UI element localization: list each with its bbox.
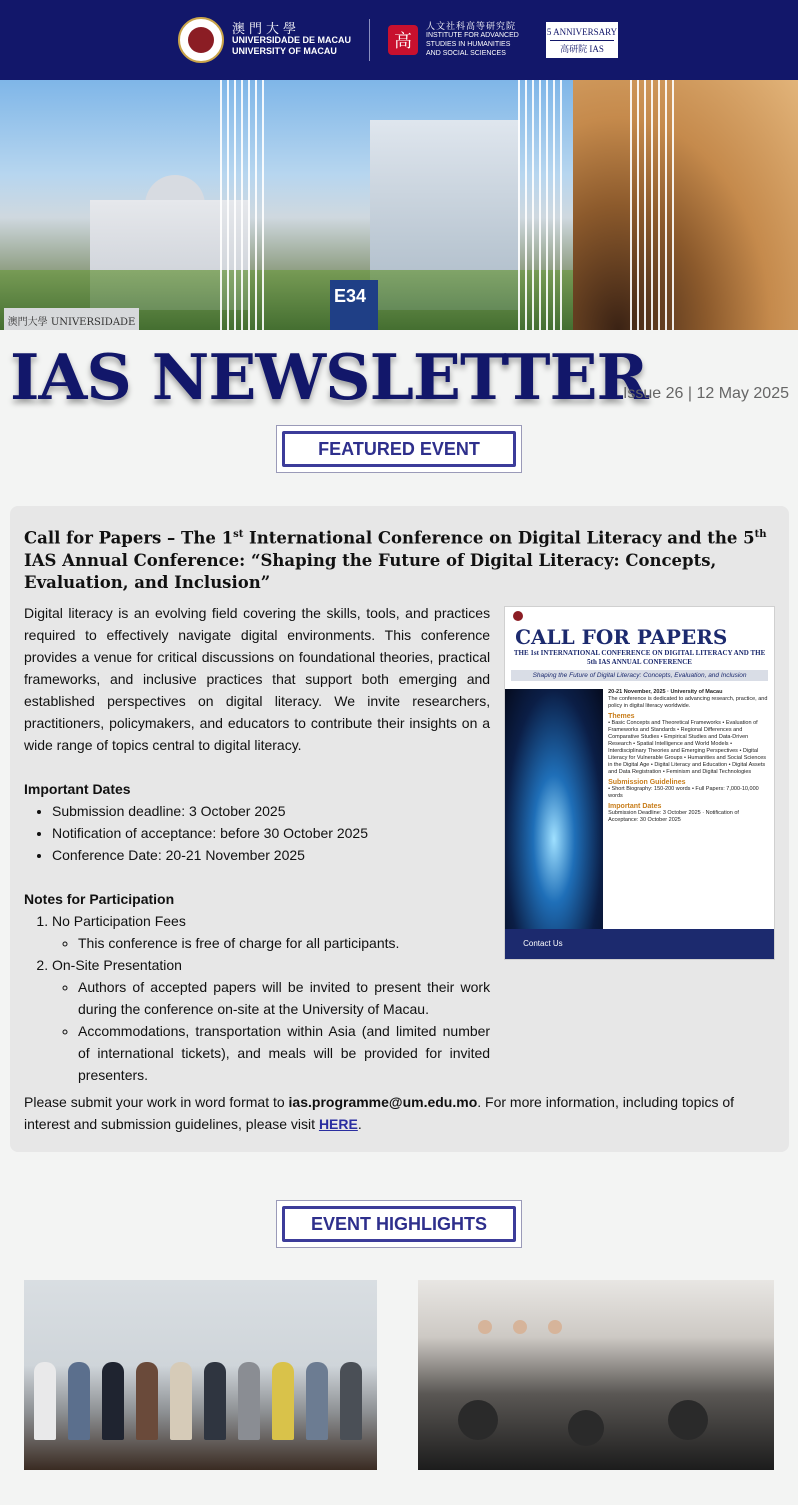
event-title: Call for Papers – The 1st International Conference on Digital Literacy and the 5th IAS Annual Conference: “Shaping the Future of Digital Literacy: Concepts, Evaluation, and Inclusion” <box>24 528 767 592</box>
group-photo[interactable] <box>24 1280 377 1470</box>
person-figure <box>170 1362 192 1440</box>
hero-campus-sign: 澳門大學 UNIVERSIDADE <box>4 308 139 330</box>
list-item: • Conference Date: 20-21 November 2025 <box>52 844 490 866</box>
notes-heading: Notes for Participation <box>24 890 175 907</box>
um-name-cn: 澳門大學 <box>231 21 300 37</box>
header-bar <box>0 0 798 80</box>
ias-mark-icon: 高 <box>388 25 418 55</box>
featured-event-text: FEATURED EVENT <box>282 431 516 467</box>
header-divider <box>369 19 370 61</box>
event-intro: Digital literacy is an evolving field covering the skills, tools, and practices required to effectively navigate digital environments. This conference provides a venue for critical discussions on foundational theories, practical frameworks, and inclusive practices that support both emerging and established perspectives on digital literacy. We invite researchers, practitioners, policymakers, and educators to contribute their insights on a wide range of topics central to digital literacy. <box>24 604 491 753</box>
hero-stripe <box>220 80 266 330</box>
audience-figure <box>458 1400 498 1440</box>
featured-event-card <box>10 506 789 1152</box>
person-figure <box>306 1362 328 1440</box>
ias-logo[interactable] <box>388 22 526 58</box>
anniversary-line1: 5 ANNIVERSARY <box>546 26 618 37</box>
featured-event-label <box>276 425 522 473</box>
poster-dates: Submission Deadline: 3 October 2025 · Notification of Acceptance: 30 October 2025 <box>608 809 739 823</box>
list-item: 2. On-Site Presentation ◦ Authors of accepted papers will be invited to present their work during the conference on-site at the University of Macau. ◦ Accommodations, transportation within Asia (and limited number of international tickets), and meals will be provided for invited presenters. <box>52 954 490 1086</box>
speaker-figure <box>478 1320 492 1334</box>
person-figure <box>136 1362 158 1440</box>
dates-list <box>24 800 490 866</box>
list-item: ◦ This conference is free of charge for all participants. <box>78 932 490 954</box>
poster-date-location: 20-21 November, 2025 · University of Macau <box>608 688 723 695</box>
speaker-figure <box>513 1320 527 1334</box>
hero-banner <box>0 80 798 330</box>
um-seal-icon <box>178 17 224 63</box>
person-figure <box>34 1362 56 1440</box>
ias-name-en: INSTITUTE FOR ADVANCED STUDIES IN HUMANITIES AND SOCIAL SCIENCES <box>426 32 519 57</box>
issue-info: Issue 26 | 12 May 2025 <box>622 385 789 402</box>
poster-theme-band: Shaping the Future of Digital Literacy: Concepts, Evaluation, and Inclusion <box>511 670 768 681</box>
person-figure <box>272 1362 294 1440</box>
call-for-papers-poster[interactable] <box>504 606 775 960</box>
poster-digital-image <box>505 689 603 939</box>
um-logo[interactable] <box>178 17 351 63</box>
audience-figure <box>668 1400 708 1440</box>
speaker-figure <box>548 1320 562 1334</box>
poster-subtitle: THE 1st INTERNATIONAL CONFERENCE ON DIGITAL LITERACY AND THE 5th IAS ANNUAL CONFERENCE <box>513 648 766 666</box>
hero-tower-sign: E34 <box>330 280 378 330</box>
poster-blurb: The conference is dedicated to advancing research, practice, and policy in digital literacy worldwide. <box>608 695 768 709</box>
anniversary-line2: 高研院 IAS <box>560 43 604 54</box>
audience-figure <box>568 1410 604 1446</box>
notes-list <box>24 910 490 1086</box>
submission-note: Please submit your work in word format to ias.programme@um.edu.mo. For more information, including topics of interest and submission guidelines, please visit HERE. <box>24 1094 735 1132</box>
poster-guide: • Short Biography: 150-200 words • Full Papers: 7,000-10,000 words <box>608 785 759 799</box>
poster-themes: • Basic Concepts and Theoretical Frameworks • Evaluation of Frameworks and Standards • Regional Differences and Comparative Studies • Empirical Studies and Data-Driven Research • Spatial Intelligence and World Models • Interdisciplinary Theories and Emerging Perspectives • Digital Literacy for Vulnerable Groups • Humanities and Social Sciences in the Digital Age • Digital Literacy and Education • Digital Assets and Data Registration • Feminism and Digital Technologies <box>608 719 767 775</box>
poster-guide-heading: Submission Guidelines <box>608 778 686 786</box>
event-body <box>24 602 490 1086</box>
list-item: 1. No Participation Fees ◦ This conference is free of charge for all participants. <box>52 910 490 954</box>
person-figure <box>102 1362 124 1440</box>
poster-dates-heading: Important Dates <box>608 802 662 810</box>
um-seal-icon <box>513 611 523 621</box>
hero-stripe <box>630 80 676 330</box>
list-item: • Submission deadline: 3 October 2025 <box>52 800 490 822</box>
audience-photo[interactable] <box>418 1280 774 1470</box>
person-figure <box>204 1362 226 1440</box>
anniversary-badge <box>544 20 620 60</box>
ias-name-cn: 人文社科高等研究院 <box>426 21 517 31</box>
list-item: • Notification of acceptance: before 30 October 2025 <box>52 822 490 844</box>
dates-heading: Important Dates <box>24 780 131 797</box>
highlight-photos <box>0 1280 798 1470</box>
poster-footer: Contact Us <box>505 929 775 959</box>
list-item: ◦ Authors of accepted papers will be invited to present their work during the conference on-site at the University of Macau. <box>78 976 490 1020</box>
newsletter-title: IAS NEWSLETTER <box>10 340 648 414</box>
poster-details <box>608 689 768 824</box>
hero-stripe <box>518 80 564 330</box>
event-highlights-label <box>276 1200 522 1248</box>
poster-themes-heading: Themes <box>608 712 635 720</box>
poster-title: CALL FOR PAPERS <box>515 624 728 649</box>
person-figure <box>238 1362 260 1440</box>
masthead <box>0 330 798 425</box>
submission-email[interactable]: ias.programme@um.edu.mo <box>288 1094 478 1110</box>
event-highlights-text: EVENT HIGHLIGHTS <box>282 1206 516 1242</box>
um-name-en: UNIVERSITY OF MACAU <box>231 45 337 56</box>
um-name-pt: UNIVERSIDADE DE MACAU <box>231 34 351 45</box>
list-item: ◦ Accommodations, transportation within Asia (and limited number of international tickets), and meals will be provided for invited presenters. <box>78 1020 490 1086</box>
hero-wood-wall <box>573 80 798 330</box>
person-figure <box>68 1362 90 1440</box>
more-info-link[interactable]: HERE <box>318 1116 358 1132</box>
person-figure <box>340 1362 362 1440</box>
